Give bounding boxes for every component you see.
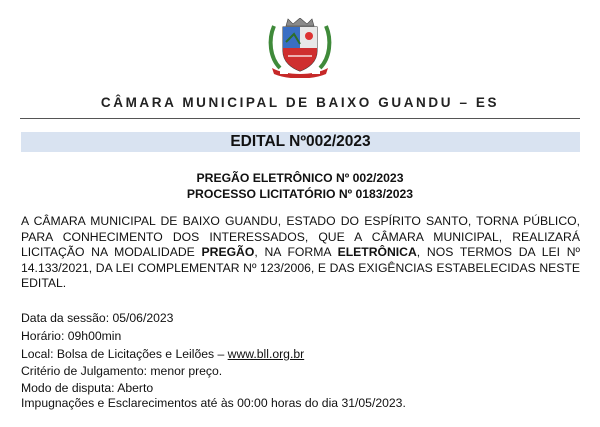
session-date: Data da sessão: 05/06/2023 xyxy=(21,311,174,325)
coat-of-arms-icon xyxy=(266,18,334,78)
intro-paragraph xyxy=(21,214,580,292)
edital-title: EDITAL Nº002/2023 xyxy=(21,132,580,152)
pregao-title: PREGÃO ELETRÔNICO Nº 002/2023 xyxy=(196,171,404,185)
paragraph-bold-pregao: PREGÃO xyxy=(201,245,255,259)
location-label: Local: Bolsa de Licitações e Leilões – xyxy=(21,347,228,361)
session-time: Horário: 09h00min xyxy=(21,329,122,343)
impugnations-deadline: Impugnações e Esclarecimentos até às 00:00 horas do dia 31/05/2023. xyxy=(21,396,406,410)
session-location xyxy=(21,347,581,361)
paragraph-text-3: , NOS TERMOS DA LEI Nº 14.133/2021, DA LEI COMPLEMENTAR Nº 123/2006, E DAS EXIGÊNCIAS ESTABELECIDAS NESTE EDITAL. xyxy=(21,245,581,290)
dispute-mode: Modo de disputa: Aberto xyxy=(21,381,154,395)
paragraph-text-1: A CÂMARA MUNICIPAL DE BAIXO GUANDU, ESTADO DO ESPÍRITO SANTO, TORNA PÚBLICO, PARA CONHECIMENTO DOS INTERESSADOS, QUE A CÂMARA MUNICIPAL, REALIZARÁ LICITAÇÃO NA MODALIDADE xyxy=(21,214,580,259)
paragraph-bold-eletronica: ELETRÔNICA xyxy=(337,245,417,259)
header-divider xyxy=(20,118,580,119)
paragraph-text-2: , NA FORMA xyxy=(254,245,338,259)
bll-link[interactable]: www.bll.org.br xyxy=(227,347,305,361)
processo-title: PROCESSO LICITATÓRIO Nº 0183/2023 xyxy=(186,187,414,201)
organization-name: CÂMARA MUNICIPAL DE BAIXO GUANDU – ES xyxy=(100,95,500,110)
judgement-criteria: Critério de Julgamento: menor preço. xyxy=(21,364,223,378)
